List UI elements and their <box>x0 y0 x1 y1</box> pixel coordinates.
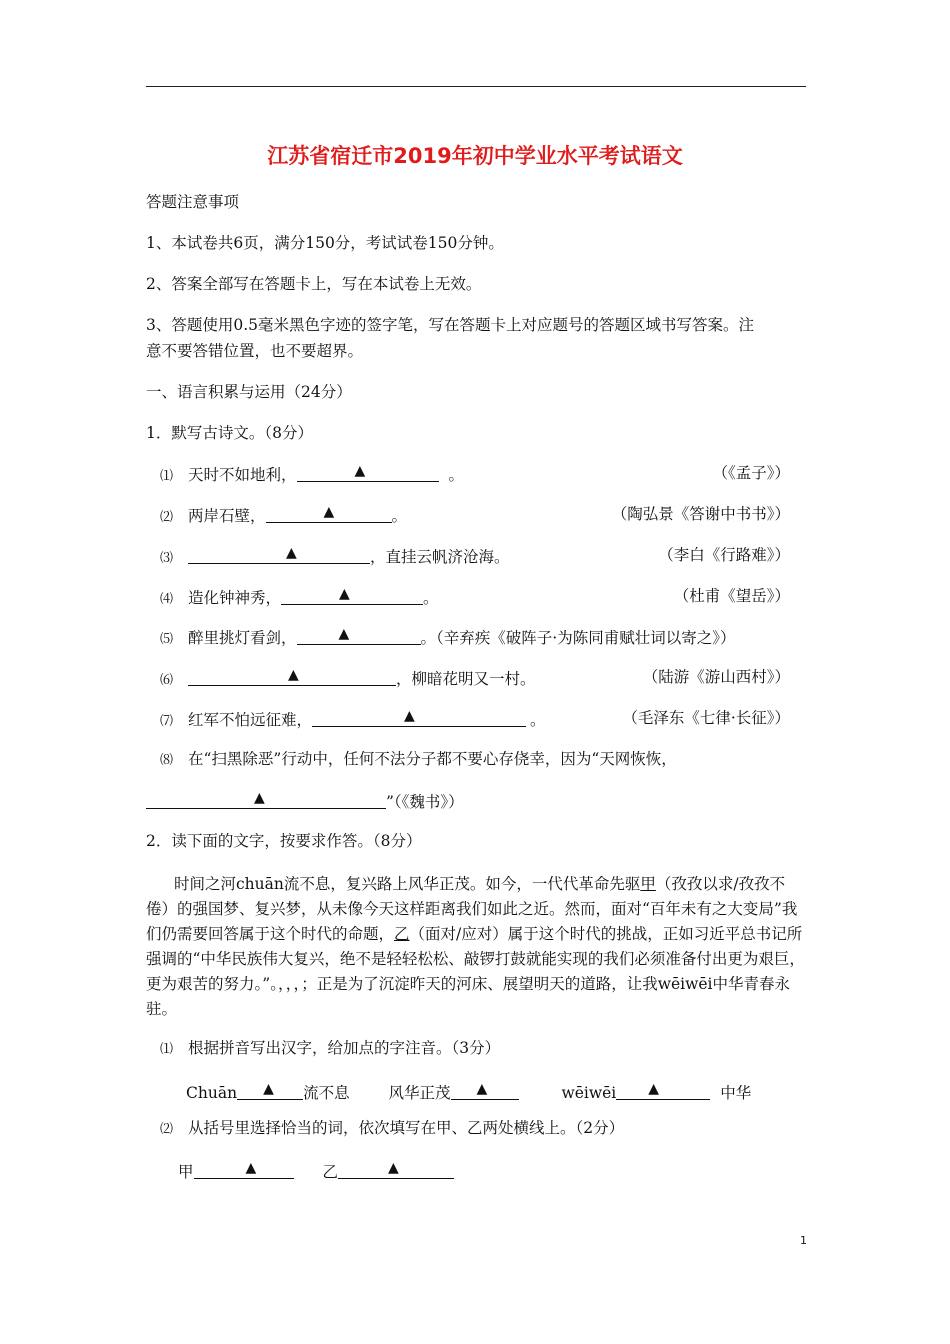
q1-item-6-source: （陆游《游山西村》） <box>642 668 790 686</box>
item-number: ⑶ <box>160 551 174 566</box>
label-yi: 乙 <box>322 1163 338 1181</box>
q1-item-4 <box>160 586 439 610</box>
item-text-after: ，直挂云帆济沧海。 <box>370 548 510 566</box>
q1-item-1-source: （《孟子》） <box>712 464 790 482</box>
notice-2: 2、答案全部写在答题卡上，写在本试卷上无效。 <box>146 275 482 293</box>
answer-blank[interactable] <box>297 626 421 645</box>
q2-sub-2-answers <box>178 1160 454 1182</box>
answer-blank[interactable] <box>194 1160 294 1179</box>
triangle-icon: ▲ <box>288 667 299 683</box>
triangle-icon: ▲ <box>404 708 415 724</box>
item-number: ⑴ <box>160 1042 174 1057</box>
q1-item-7 <box>160 708 546 732</box>
triangle-icon: ▲ <box>339 586 350 602</box>
triangle-icon: ▲ <box>338 626 350 642</box>
answer-text: 流不息 <box>303 1084 350 1102</box>
item-text: 根据拼音写出汉字，给加点的字注音。（3分） <box>188 1039 501 1057</box>
header-rule <box>146 86 806 87</box>
item-text: 两岸石壁， <box>188 507 266 525</box>
item-text-after: ，柳暗花明又一村。 <box>396 670 536 688</box>
answer-text: 中华 <box>720 1084 752 1102</box>
q1-item-3-source: （李白《行路难》） <box>658 546 790 564</box>
item-text: 在“扫黑除恶”行动中，任何不法分子都不要心存侥幸，因为“天网恢恢， <box>188 750 677 768</box>
pinyin-label: wēiwēi <box>561 1084 617 1102</box>
blank-marker-yi: 乙 <box>394 925 410 943</box>
notice-heading: 答题注意事项 <box>146 193 240 211</box>
answer-blank[interactable] <box>616 1081 710 1100</box>
passage-text: 时间之河chuān流不息，复兴路上风华正茂。如今，一代代革命先驱 <box>174 875 641 893</box>
item-text-after: 。 <box>448 466 465 484</box>
passage-punctuation: 。，，， <box>270 975 302 993</box>
item-number: ⑻ <box>160 753 174 768</box>
item-text-after: 。 <box>391 507 408 525</box>
triangle-icon: ▲ <box>286 545 297 561</box>
q2-sub-1 <box>160 1038 500 1060</box>
triangle-icon: ▲ <box>245 1160 257 1176</box>
q1-item-7-source: （毛泽东《七律·长征》） <box>622 709 790 727</box>
blank-marker-jia: 甲 <box>640 875 656 893</box>
item-text-after: ”（《魏书》） <box>386 793 464 811</box>
answer-blank[interactable] <box>338 1160 454 1179</box>
q1-item-6 <box>160 667 536 691</box>
item-text-after: 。（辛弃疾《破阵子·为陈同甫赋壮词以寄之》） <box>420 629 736 647</box>
q2-sub-2 <box>160 1118 624 1140</box>
triangle-icon: ▲ <box>648 1081 660 1097</box>
q1-item-3 <box>160 545 510 569</box>
triangle-icon: ▲ <box>254 790 265 806</box>
triangle-icon: ▲ <box>354 463 366 479</box>
item-number: ⑸ <box>160 632 174 647</box>
item-text: 造化钟神秀， <box>188 589 282 607</box>
answer-blank[interactable] <box>237 1081 303 1100</box>
page-title: 江苏省宿迁市2019年初中学业水平考试语文 <box>267 144 683 168</box>
notice-3: 3、答题使用0.5毫米黑色字迹的签字笔，写在答题卡上对应题号的答题区域书写答案。注 <box>146 316 755 334</box>
item-text: 天时不如地利， <box>188 466 297 484</box>
answer-blank[interactable] <box>312 708 526 727</box>
question-1: 1．默写古诗文。（8分） <box>146 424 313 442</box>
q2-sub-1-answers <box>186 1081 751 1103</box>
q1-item-8 <box>160 749 677 771</box>
page-number: 1 <box>800 1234 807 1247</box>
answer-blank[interactable] <box>451 1081 519 1100</box>
reading-passage <box>146 872 806 1022</box>
answer-blank[interactable] <box>146 790 386 809</box>
item-number: ⑺ <box>160 714 174 729</box>
question-2: 2．读下面的文字，按要求作答。（8分） <box>146 832 422 850</box>
item-number: ⑵ <box>160 510 174 525</box>
item-text: 红军不怕远征难， <box>188 711 313 729</box>
item-text: 醉里挑灯看剑， <box>188 629 297 647</box>
item-number: ⑵ <box>160 1122 174 1137</box>
answer-blank[interactable] <box>281 586 423 605</box>
q1-item-5 <box>160 626 735 650</box>
q1-item-2-source: （陶弘景《答谢中书书》） <box>611 505 790 523</box>
answer-blank[interactable] <box>188 667 396 686</box>
passage-text: ；正是为了沉淀昨天的河床、展望明天的道路，让我wēiwēi中华青春永驻。 <box>146 975 791 1018</box>
answer-blank[interactable] <box>297 463 439 482</box>
label-jia: 甲 <box>178 1163 194 1181</box>
answer-blank[interactable] <box>188 545 370 564</box>
q1-item-4-source: （杜甫《望岳》） <box>673 587 790 605</box>
word-label: 风华正茂 <box>388 1084 451 1102</box>
q1-item-1 <box>160 463 464 487</box>
item-text-after: 。 <box>423 589 439 607</box>
triangle-icon: ▲ <box>263 1081 274 1097</box>
item-number: ⑹ <box>160 673 174 688</box>
section-heading: 一、语言积累与运用（24分） <box>146 383 352 401</box>
item-text: 从括号里选择恰当的词，依次填写在甲、乙两处横线上。（2分） <box>188 1119 625 1137</box>
item-number: ⑷ <box>160 592 174 607</box>
triangle-icon: ▲ <box>323 504 335 520</box>
q1-item-8-line2 <box>146 790 464 812</box>
pinyin-label: Chuān <box>186 1084 238 1102</box>
notice-3-cont: 意不要答错位置，也不要超界。 <box>146 342 364 360</box>
passage-text: （面对/应对）属于这个时代的挑战，正如习近平总书记所强调的“中华民族伟大复兴，绝不是轻轻松松、敲锣打鼓就能实现的我们必须准备付出更为艰巨，更为艰苦的努力。” <box>146 925 805 993</box>
q1-item-2 <box>160 504 407 528</box>
triangle-icon: ▲ <box>476 1081 488 1097</box>
item-number: ⑴ <box>160 469 174 484</box>
notice-1: 1、本试卷共6页，满分150分，考试试卷150分钟。 <box>146 234 504 252</box>
item-text-after: 。 <box>530 711 546 729</box>
answer-blank[interactable] <box>266 504 392 523</box>
triangle-icon: ▲ <box>387 1160 399 1176</box>
passage-text: （孜孜以求/孜孜不倦）的强国梦、复兴梦，从未像今天这样距离我们如此之近。然而，面对“百年未有之大变局”我们仍需要回答属于这个时代的命题， <box>146 875 798 943</box>
